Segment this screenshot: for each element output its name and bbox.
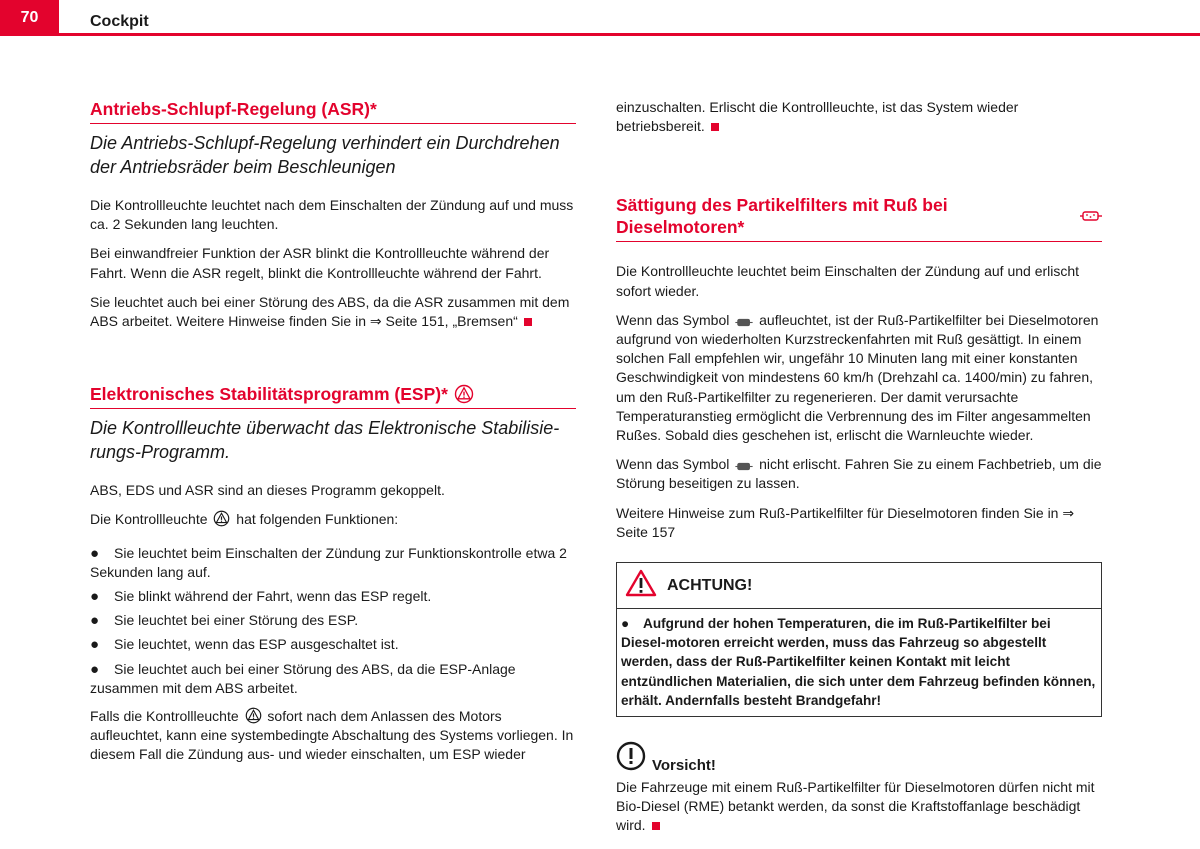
esp-paragraph-3: Falls die Kontrollleuchte sofort nach dem Anlassen des Motors aufleuchtet, kann eine systembedingte Abschaltung des Systems vorliegen. In diesem Fall die Zündung aus- und wieder einschalten, um ESP wieder [90,708,574,763]
section-end-mark [652,822,660,830]
dpf-paragraph-1: Die Kontrollleuchte leuchtet beim Einschalten der Zündung auf und erlischt sofort wieder. [616,263,1080,299]
dpf-paragraph-2: Wenn das Symbol aufleuchtet, ist der Ruß-Partikelfilter bei Dieselmotoren aufgrund von wiederholten Kurzstreckenfahrten mit Ruß gesättigt. In einem solchen Fall empfehlen wir, ungefähr 10 Minuten lang mit einer konstanten Geschwindigkeit von mindestens 60 km/h (Drehzahl ca. 1400/min) zu fahren, um den Ruß-Partikelfilter zu regenerieren. Der damit verursachte Temperaturanstieg ermöglicht die Verbrennung des im Filter angesammelten Rußes. Sobald dies geschehen ist, erlischt die Warnleuchte wieder. [616,311,1099,444]
asr-paragraph-1: Die Kontrollleuchte leuchtet nach dem Einschalten der Zündung auf und muss ca. 2 Sekunden lang leuchten. [90,197,574,233]
particle-filter-icon [1080,209,1102,223]
esp-paragraph-2: Die Kontrollleuchte hat folgenden Funktionen: [90,511,399,528]
list-item: ● Sie leuchtet bei einer Störung des ESP. [90,612,359,630]
list-item: ● Sie leuchtet beim Einschalten der Zündung zur Funktionskontrolle etwa 2 Sekunden lang auf. [90,544,567,580]
warning-title: ACHTUNG! [667,576,753,594]
page-header-title: Cockpit [90,13,149,30]
list-item: ● Sie leuchtet auch bei einer Störung des ABS, da die ESP-Anlage zusammen mit dem ABS arbeitet. [90,660,516,696]
warning-box [616,562,1102,717]
particle-filter-icon [735,317,753,328]
continuation-paragraph: einzuschalten. Erlischt die Kontrollleuchte, ist das System wieder betriebsbereit. [616,99,1019,135]
particle-filter-icon [735,461,753,472]
esp-warning-icon [245,707,262,724]
asr-lead: Die Antriebs-Schlupf-Regelung verhindert ein Durchdrehen der Antriebsräder beim Beschleunigen [90,133,560,177]
list-item: ● Sie leuchtet, wenn das ESP ausgeschaltet ist. [90,636,399,654]
esp-warning-icon [454,384,474,404]
right-column [616,98,1102,846]
header-rule [59,33,1200,36]
caution-header [616,741,1102,775]
list-item: ● Sie blinkt während der Fahrt, wenn das ESP regelt. [90,588,432,606]
dpf-paragraph-3: Wenn das Symbol nicht erlischt. Fahren Sie zu einem Fachbetrieb, um die Störung beseitigen zu lassen. [616,456,1102,492]
warning-header [617,563,1101,609]
page-number: 70 [0,0,59,36]
warning-triangle-icon [625,569,657,602]
caution-text: Die Fahrzeuge mit einem Ruß-Partikelfilter für Dieselmotoren dürfen nicht mit Bio-Diesel (RME) betankt werden, da sonst die Kraftstoffanlage beschädigt wird. [616,779,1095,834]
esp-paragraph-1: ABS, EDS und ASR sind an dieses Programm gekoppelt. [90,482,445,499]
section-end-mark [711,123,719,131]
left-column [90,98,576,775]
esp-warning-icon [213,510,230,527]
dpf-heading: Sättigung des Partikelfilters mit Ruß bei Dieselmotoren* [616,194,1102,242]
esp-heading: Elektronisches Stabilitätsprogramm (ESP)* [90,383,576,409]
asr-paragraph-3: Sie leuchtet auch bei einer Störung des ABS, da die ASR zusammen mit dem ABS arbeitet. Weitere Hinweise finden Sie in ⇒ Seite 151, „Bremsen“ [90,293,570,330]
esp-lead: Die Kontrollleuchte überwacht das Elektronische Stabilisie-rungs-Programm. [90,418,560,462]
asr-paragraph-2: Bei einwandfreier Funktion der ASR blinkt die Kontrollleuchte während der Fahrt. Wenn die ASR regelt, blinkt die Kontrollleuchte während der Fahrt. [90,245,550,281]
caution-title: Vorsicht! [652,757,716,775]
asr-heading: Antriebs-Schlupf-Regelung (ASR)* [90,98,576,124]
exclamation-circle-icon [616,741,646,775]
section-end-mark [524,318,532,326]
dpf-paragraph-4: Weitere Hinweise zum Ruß-Partikelfilter für Dieselmotoren finden Sie in ⇒ Seite 157 [616,504,1075,540]
warning-text: ● Aufgrund der hohen Temperaturen, die im Ruß-Partikelfilter bei Diesel-motoren erreicht werden, muss das Fahrzeug so abgestellt werden, dass der Ruß-Partikelfilter keinen Kontakt mit leicht entzündlichen Materialien, die sich unter dem Fahrzeug befinden können, erhält. Andernfalls besteht Brandgefahr! [621,616,1096,708]
